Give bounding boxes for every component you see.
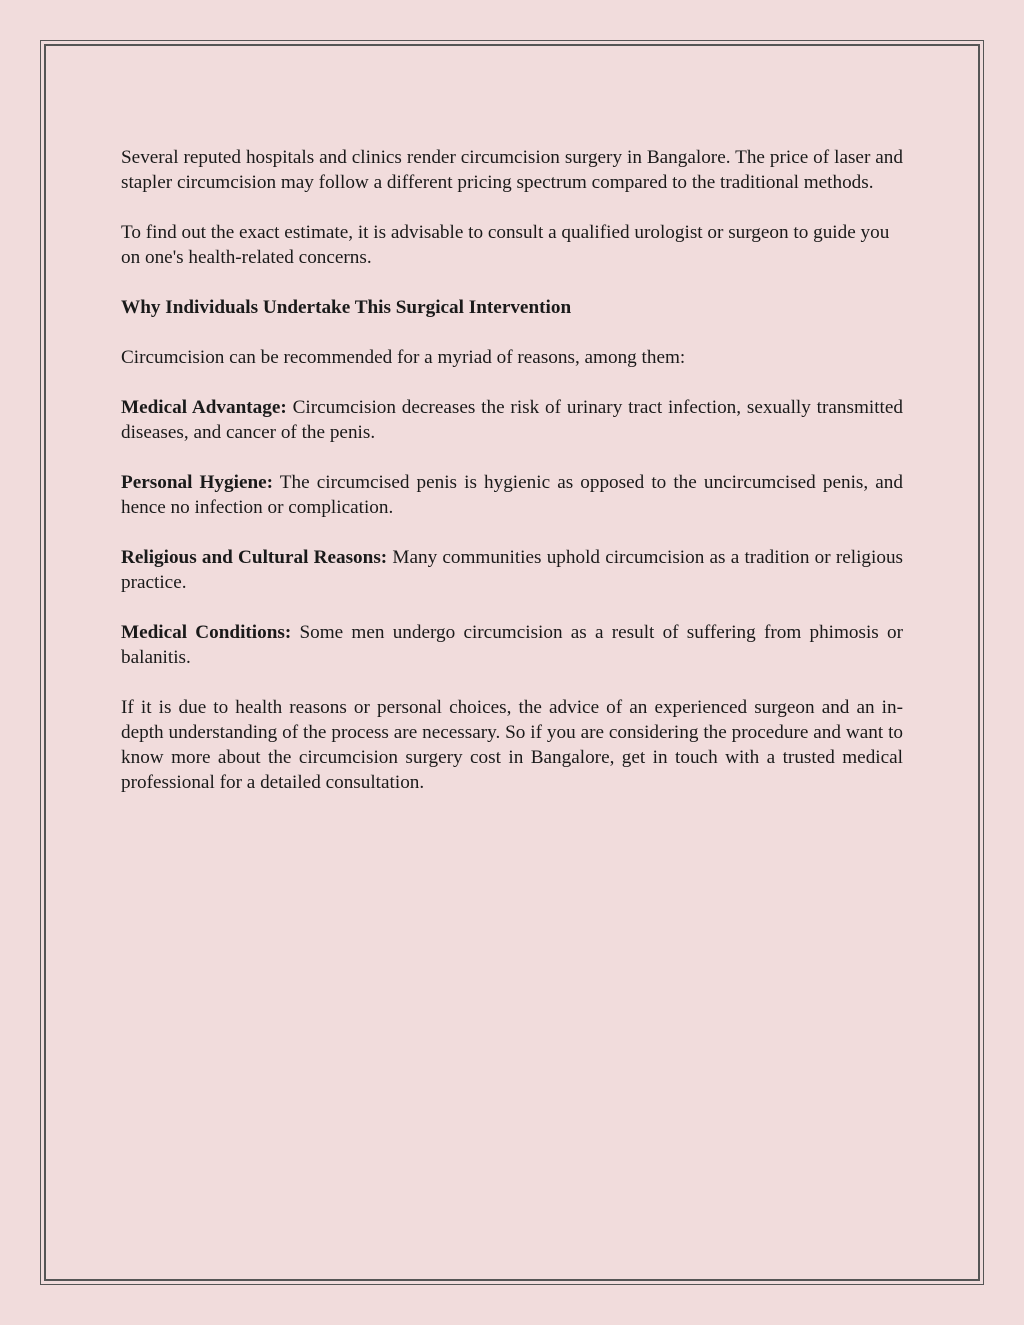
paragraph-reasons-intro: Circumcision can be recommended for a myriad of reasons, among them:	[121, 347, 686, 368]
paragraph-conclusion: If it is due to health reasons or personal choices, the advice of an experienced surgeon and an in-depth understanding of the process are necessary. So if you are considering the procedure and want to know more about the circumcision surgery cost in Bangalore, get in touch with a trusted medical professional for a detailed consultation.	[121, 697, 903, 793]
reason-term: Medical Advantage:	[121, 397, 287, 418]
reason-text: Some men undergo circumcision as a result of suffering from phimosis or balanitis.	[121, 622, 903, 668]
reason-term: Medical Conditions:	[121, 622, 292, 643]
document-body	[121, 145, 903, 820]
section-heading: Why Individuals Undertake This Surgical Intervention	[121, 297, 572, 318]
reason-term: Religious and Cultural Reasons:	[121, 547, 388, 568]
reason-text: Circumcision decreases the risk of urinary tract infection, sexually transmitted diseases, and cancer of the penis.	[121, 397, 904, 443]
reason-medical-conditions	[121, 620, 903, 670]
reason-personal-hygiene	[121, 470, 903, 520]
paragraph-intro: Several reputed hospitals and clinics render circumcision surgery in Bangalore. The price of laser and stapler circumcision may follow a different pricing spectrum compared to the traditional methods.	[121, 147, 903, 193]
reason-religious-cultural	[121, 545, 903, 595]
reason-text: Many communities uphold circumcision as a tradition or religious practice.	[121, 547, 904, 593]
paragraph-estimate: To find out the exact estimate, it is advisable to consult a qualified urologist or surgeon to guide you on one's health-related concerns.	[121, 222, 890, 268]
reason-term: Personal Hygiene:	[121, 472, 274, 493]
reason-medical-advantage	[121, 395, 903, 445]
reason-text: The circumcised penis is hygienic as opposed to the uncircumcised penis, and hence no infection or complication.	[121, 472, 903, 518]
